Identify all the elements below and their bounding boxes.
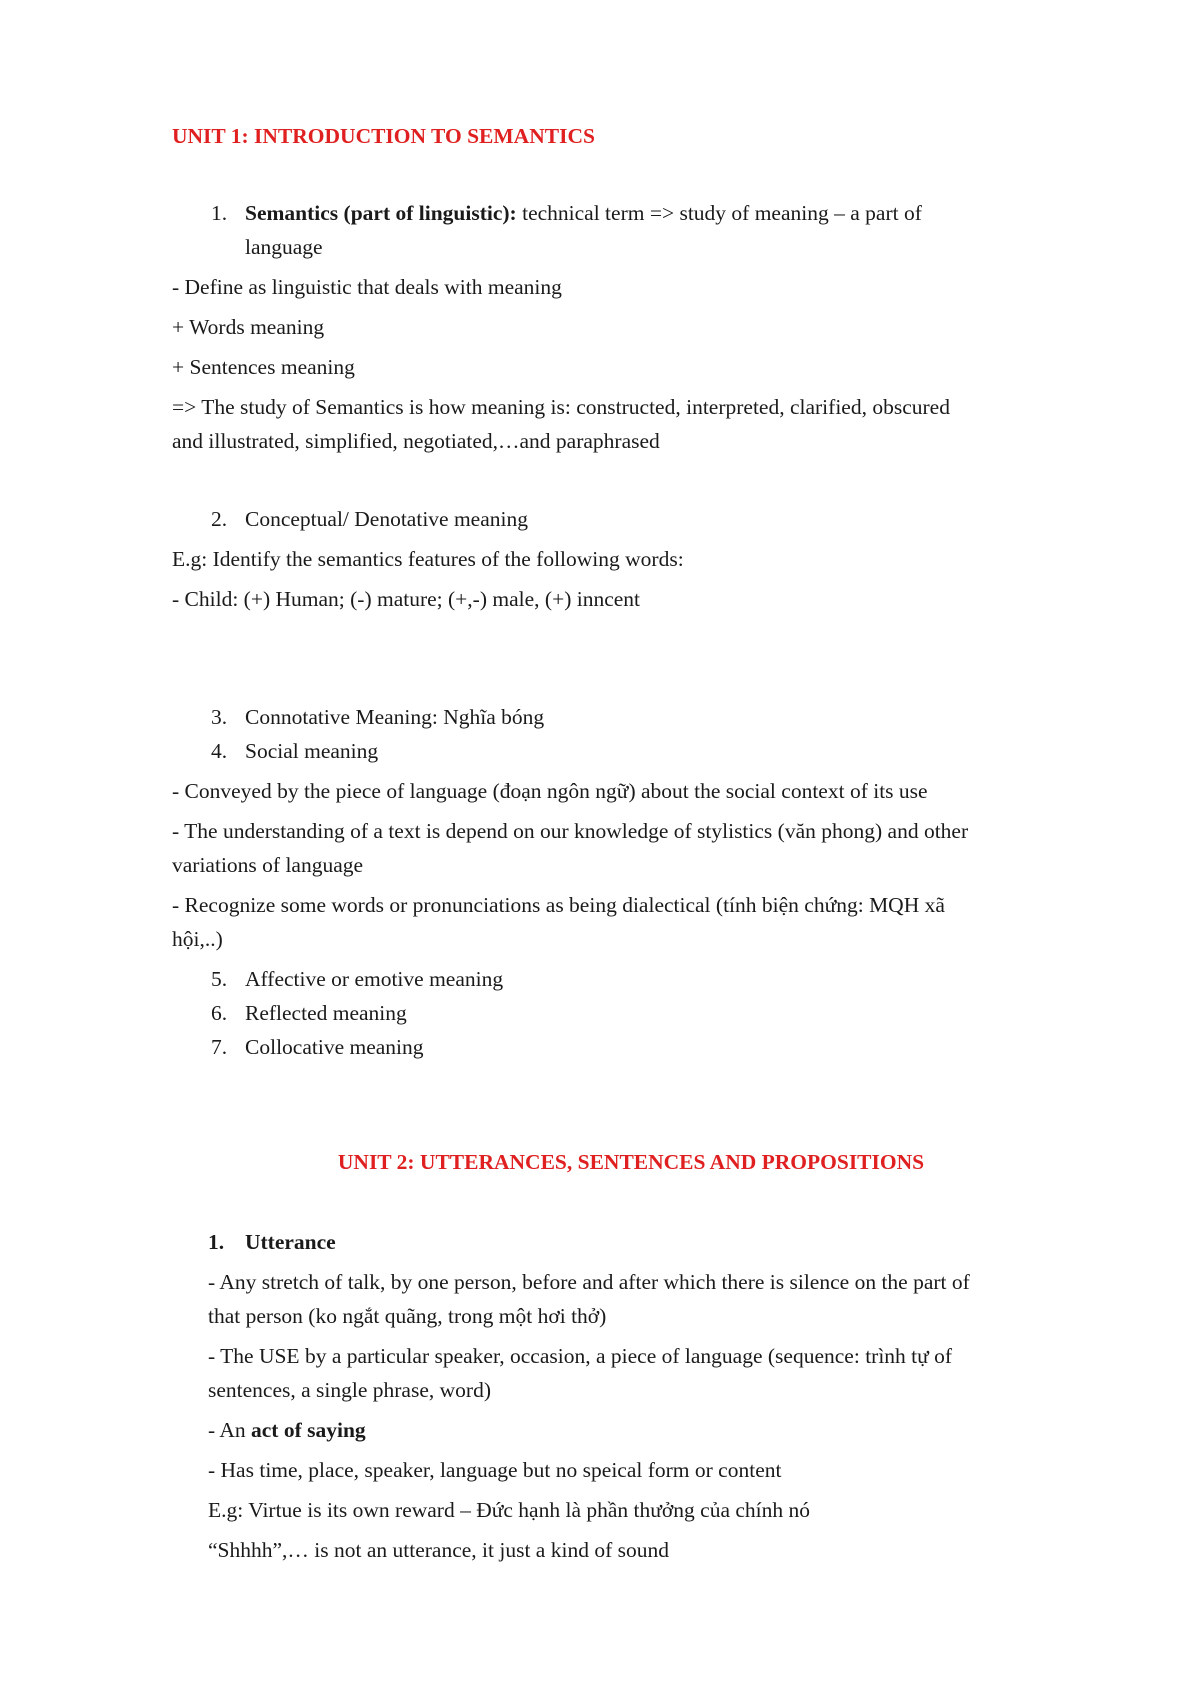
unit1-item6: Reflected meaning	[245, 1001, 407, 1025]
unit1-item7-number: 7.	[211, 1035, 228, 1059]
unit2-line-has: - Has time, place, speaker, language but no speical form or content	[208, 1458, 782, 1482]
unit1-line-define: - Define as linguistic that deals with meaning	[172, 275, 562, 299]
unit2-line-use: - The USE by a particular speaker, occasion, a piece of language (sequence: trình tự of	[208, 1344, 953, 1368]
unit1-line-study: => The study of Semantics is how meaning is: constructed, interpreted, clarified, obscured	[172, 395, 950, 419]
unit1-item1-text: technical term => study of meaning – a part of	[516, 201, 922, 225]
unit1-line-child: - Child: (+) Human; (-) mature; (+,-) male, (+) inncent	[172, 587, 641, 611]
unit1-item3: Connotative Meaning: Nghĩa bóng	[245, 705, 545, 729]
unit1-line-understanding: - The understanding of a text is depend on our knowledge of stylistics (văn phong) and other	[172, 819, 969, 843]
unit1-line-understanding-cont: variations of language	[172, 853, 364, 877]
unit1-item5: Affective or emotive meaning	[245, 967, 504, 991]
unit1-line-study-cont: and illustrated, simplified, negotiated,…and paraphrased	[172, 429, 660, 453]
unit1-line-recognize: - Recognize some words or pronunciations as being dialectical (tính biện chứng: MQH xã	[172, 893, 945, 917]
unit1-item1-number: 1.	[211, 201, 228, 225]
unit1-title: UNIT 1: INTRODUCTION TO SEMANTICS	[172, 124, 595, 148]
unit1-item1-continuation: language	[245, 235, 323, 259]
unit2-line-eg: E.g: Virtue is its own reward – Đức hạnh là phần thưởng của chính nó	[208, 1498, 811, 1522]
unit1-item1	[245, 203, 922, 225]
unit2-line-stretch-cont: that person (ko ngắt quãng, trong một hơi thở)	[208, 1304, 607, 1328]
unit1-line-conveyed: - Conveyed by the piece of language (đoạn ngôn ngữ) about the social context of its use	[172, 779, 928, 803]
unit2-line-use-cont: sentences, a single phrase, word)	[208, 1378, 491, 1402]
unit1-line-eg: E.g: Identify the semantics features of the following words:	[172, 547, 684, 571]
unit1-item6-number: 6.	[211, 1001, 228, 1025]
unit2-line-shhhh: “Shhhh”,… is not an utterance, it just a kind of sound	[208, 1538, 669, 1562]
unit1-item2: Conceptual/ Denotative meaning	[245, 507, 528, 531]
unit2-act-prefix: - An	[208, 1418, 251, 1442]
unit1-item7: Collocative meaning	[245, 1035, 424, 1059]
unit2-item1-number: 1.	[208, 1230, 225, 1254]
unit1-line-sentences: + Sentences meaning	[172, 355, 355, 379]
unit1-item4-number: 4.	[211, 739, 228, 763]
unit2-item1: Utterance	[245, 1230, 336, 1254]
unit1-item2-number: 2.	[211, 507, 228, 531]
unit1-item1-bold: Semantics (part of linguistic):	[245, 201, 517, 225]
unit2-act-bold: act of saying	[251, 1418, 366, 1442]
unit2-line-stretch: - Any stretch of talk, by one person, before and after which there is silence on the part of	[208, 1270, 970, 1294]
unit1-line-words: + Words meaning	[172, 315, 325, 339]
unit1-item4: Social meaning	[245, 739, 379, 763]
unit1-item5-number: 5.	[211, 967, 228, 991]
unit2-line-act	[208, 1420, 366, 1442]
unit1-line-recognize-cont: hội,..)	[172, 927, 223, 951]
unit2-title: UNIT 2: UTTERANCES, SENTENCES AND PROPOSITIONS	[337, 1150, 925, 1174]
unit1-item3-number: 3.	[211, 705, 228, 729]
